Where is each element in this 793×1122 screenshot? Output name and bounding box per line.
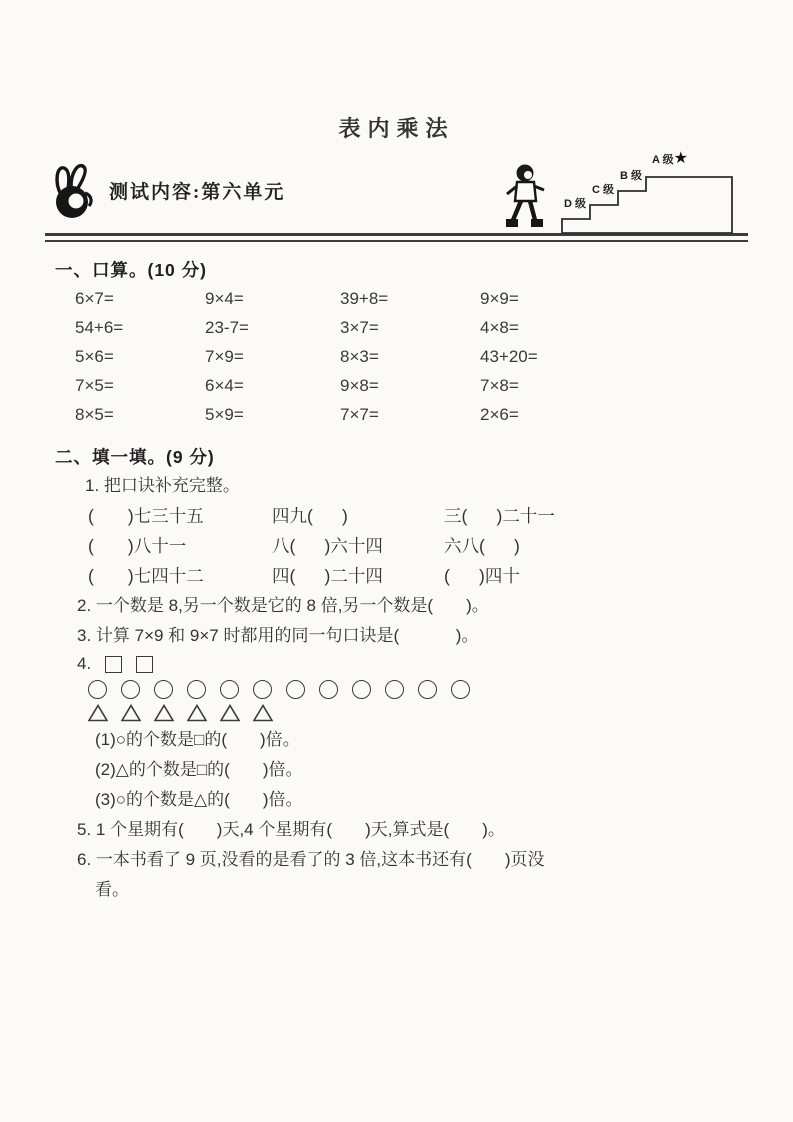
calc-problem: 7×5=	[75, 376, 114, 395]
circle-shape	[418, 680, 437, 699]
kouji-blank: 三( )二十一	[444, 506, 555, 526]
triangle-shape	[154, 704, 174, 722]
kouji-row	[45, 531, 748, 561]
header	[45, 150, 748, 233]
kouji-fill-rows	[45, 501, 748, 591]
calc-problem: 8×5=	[75, 405, 114, 424]
level-label-b: B 级	[620, 170, 642, 182]
calc-problem: 2×6=	[480, 405, 519, 424]
calc-problem: 6×4=	[205, 376, 244, 395]
staircase	[556, 150, 738, 233]
question-4-number: 4.	[77, 654, 92, 673]
kouji-blank: 八( )六十四	[272, 536, 383, 556]
oral-calc-row	[45, 371, 748, 400]
oral-calc-row	[45, 284, 748, 313]
calc-problem: 5×9=	[205, 405, 244, 424]
question-6-line2: 看。	[95, 880, 129, 899]
calc-problem: 8×3=	[340, 347, 379, 366]
circle-shape	[154, 680, 173, 699]
square-shape	[105, 656, 122, 673]
calc-problem: 43+20=	[480, 347, 538, 366]
kouji-row	[45, 561, 748, 591]
triangle-shape	[88, 704, 108, 722]
circle-shape	[187, 680, 206, 699]
worksheet-body	[45, 256, 748, 905]
question-4-subitem: (2)△的个数是□的( )倍。	[95, 760, 303, 779]
kouji-blank: ( )八十一	[88, 536, 187, 556]
circle-shape	[385, 680, 404, 699]
circle-shape	[220, 680, 239, 699]
triangle-shape	[253, 704, 273, 722]
walking-boy-icon	[502, 163, 546, 233]
question-2: 2. 一个数是 8,另一个数是它的 8 倍,另一个数是( )。	[77, 596, 489, 615]
circle-shape	[352, 680, 371, 699]
question-6-line1: 6. 一本书看了 9 页,没看的是看了的 3 倍,这本书还有( )页没	[77, 850, 545, 869]
calc-problem: 9×9=	[480, 289, 519, 308]
question-4-subitem: (1)○的个数是□的( )倍。	[95, 730, 300, 749]
circle-shape	[88, 680, 107, 699]
calc-problem: 9×8=	[340, 376, 379, 395]
question-4-subitem: (3)○的个数是△的( )倍。	[95, 790, 303, 809]
circle-shape	[319, 680, 338, 699]
oral-calc-grid	[45, 284, 748, 429]
circle-shape	[286, 680, 305, 699]
oral-calc-row	[45, 313, 748, 342]
kouji-blank: ( )七三十五	[88, 506, 204, 526]
section2-heading: 二、填一填。(9 分)	[55, 447, 215, 467]
test-content-block	[45, 159, 285, 233]
calc-problem: 23-7=	[205, 318, 249, 337]
kouji-blank: ( )七四十二	[88, 566, 204, 586]
kouji-blank: ( )四十	[444, 566, 520, 586]
calc-problem: 6×7=	[75, 289, 114, 308]
square-shape	[136, 656, 153, 673]
oral-calc-row	[45, 342, 748, 371]
triangle-shape	[220, 704, 240, 722]
question-1-label: 1. 把口诀补充完整。	[85, 476, 240, 495]
question-4-head	[45, 651, 748, 677]
circle-shape	[121, 680, 140, 699]
calc-problem: 54+6=	[75, 318, 124, 337]
calc-problem: 3×7=	[340, 318, 379, 337]
circle-shape	[451, 680, 470, 699]
page-title: 表内乘法	[338, 116, 455, 141]
kouji-blank: 四九( )	[272, 506, 348, 526]
calc-problem: 7×9=	[205, 347, 244, 366]
test-content-label: 测试内容:第六单元	[109, 181, 286, 203]
star-icon: ★	[673, 150, 688, 167]
calc-problem: 39+8=	[340, 289, 389, 308]
level-label-d: D 级	[564, 198, 586, 210]
level-label-c: C 级	[592, 184, 614, 196]
calc-problem: 7×7=	[340, 405, 379, 424]
calc-problem: 7×8=	[480, 376, 519, 395]
ok-hand-icon	[45, 159, 103, 221]
question-3: 3. 计算 7×9 和 9×7 时都用的同一句口诀是( )。	[77, 626, 479, 645]
kouji-blank: 六八( )	[444, 536, 520, 556]
level-stairs-graphic	[502, 150, 748, 233]
oral-calc-row	[45, 400, 748, 429]
kouji-row	[45, 501, 748, 531]
calc-problem: 9×4=	[205, 289, 244, 308]
triangles-row	[45, 701, 748, 725]
circle-shape	[253, 680, 272, 699]
calc-problem: 5×6=	[75, 347, 114, 366]
section1-heading: 一、口算。(10 分)	[55, 260, 207, 280]
calc-problem: 4×8=	[480, 318, 519, 337]
kouji-blank: 四( )二十四	[272, 566, 383, 586]
question-5: 5. 1 个星期有( )天,4 个星期有( )天,算式是( )。	[77, 820, 505, 839]
question-4-subitems	[45, 725, 748, 815]
squares-row	[105, 656, 153, 673]
level-label-a: A 级★	[652, 150, 688, 167]
circles-row	[45, 677, 748, 701]
triangle-shape	[121, 704, 141, 722]
triangle-shape	[187, 704, 207, 722]
